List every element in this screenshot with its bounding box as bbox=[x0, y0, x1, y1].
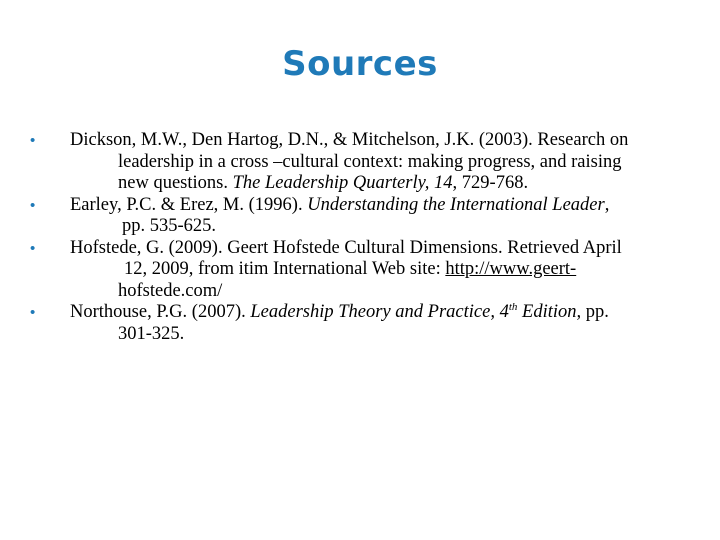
book-title bbox=[250, 302, 581, 322]
book-title-text: Edition, bbox=[517, 302, 582, 322]
book-title-text: Leadership Theory and Practice, 4 bbox=[250, 302, 509, 322]
reference-line: pp. 535-625. bbox=[122, 216, 217, 236]
bullet-icon: • bbox=[30, 132, 36, 149]
reference-link[interactable]: http://www.geert- bbox=[445, 259, 577, 279]
reference-line bbox=[70, 173, 690, 195]
reference-text: , 729-768. bbox=[452, 173, 529, 193]
reference-text: 12, 2009, from itim International Web site: bbox=[124, 259, 446, 279]
reference-text: Northouse, P.G. (2007). bbox=[70, 302, 251, 322]
journal-title: The Leadership Quarterly, 14 bbox=[232, 173, 453, 193]
reference-item bbox=[30, 238, 690, 303]
reference-line bbox=[70, 302, 690, 324]
reference-line bbox=[70, 195, 690, 217]
reference-item bbox=[30, 195, 690, 238]
reference-line: Dickson, M.W., Den Hartog, D.N., & Mitchelson, J.K. (2003). Research on bbox=[70, 130, 629, 150]
reference-line bbox=[70, 259, 690, 281]
reference-text: new questions. bbox=[118, 173, 233, 193]
reference-item bbox=[30, 130, 690, 195]
bullet-icon: • bbox=[30, 196, 36, 214]
bullet-icon: • bbox=[30, 304, 36, 321]
slide-title: Sources bbox=[282, 44, 438, 84]
superscript: th bbox=[508, 300, 518, 313]
reference-line: 301-325. bbox=[118, 323, 185, 344]
reference-text: pp. bbox=[581, 302, 609, 322]
book-title: Understanding the International Leader bbox=[307, 194, 605, 215]
reference-item bbox=[30, 302, 690, 345]
reference-line: leadership in a cross –cultural context: making progress, and raising bbox=[118, 151, 622, 172]
reference-text: Earley, P.C. & Erez, M. (1996). bbox=[70, 194, 308, 215]
reference-text: , bbox=[604, 194, 610, 215]
bullet-icon: • bbox=[30, 239, 36, 257]
reference-line: Hofstede, G. (2009). Geert Hofstede Cultural Dimensions. Retrieved April bbox=[70, 237, 622, 258]
reference-line: hofstede.com/ bbox=[118, 280, 223, 301]
reference-list bbox=[30, 130, 690, 345]
